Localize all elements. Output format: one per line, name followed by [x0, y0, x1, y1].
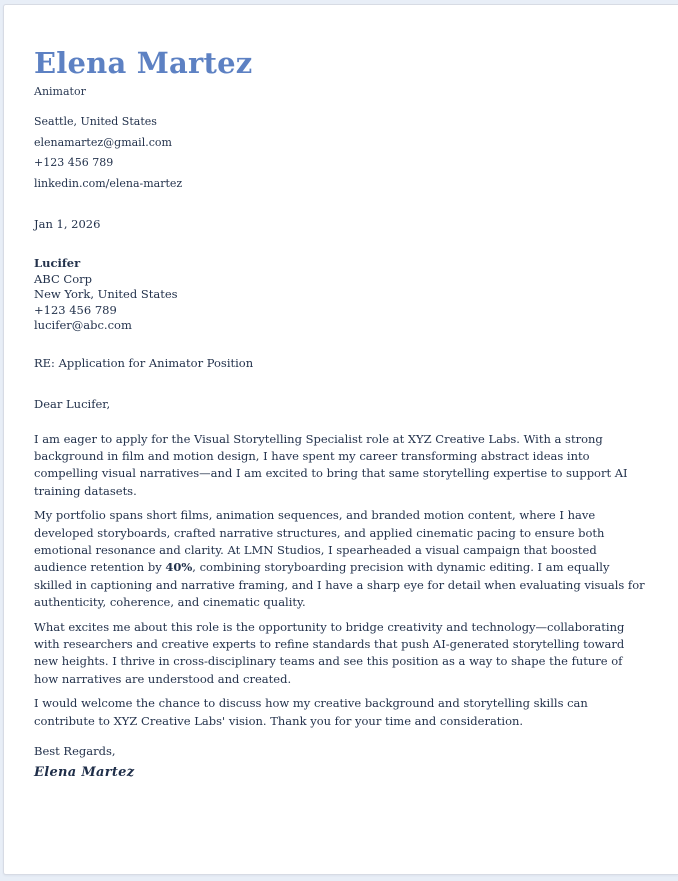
body-paragraph-1: I am eager to apply for the Visual Storytelling Specialist role at XYZ Creative Labs. With a strong background in film and motion design, I have spent my career transforming abstract ideas into compelling visual narratives—and I am excited to bring that same storytelling expertise to support AI training datasets.: [34, 431, 628, 498]
contact-phone: +123 456 789: [34, 156, 114, 169]
recipient-company: ABC Corp: [34, 271, 93, 286]
contact-linkedin: linkedin.com/elena-martez: [34, 176, 183, 190]
contact-email: elenamartez@gmail.com: [34, 135, 172, 149]
job-title: Animator: [34, 85, 86, 98]
closing-line: Best Regards,: [34, 744, 116, 758]
subject-line: RE: Application for Animator Position: [34, 355, 254, 370]
paragraph-2-text-after: , combining storyboarding precision with dynamic editing. I am equally skilled in captioning and narrative framing, and I have a sharp eye for detail when evaluating visuals for authenticity, coherence, and cinematic quality.: [34, 560, 645, 610]
recipient-block: [34, 256, 648, 334]
letter-date: Jan 1, 2026: [34, 217, 101, 231]
body-paragraph-4: I would welcome the chance to discuss how my creative background and storytelling skills can contribute to XYZ Creative Labs' vision. Thank you for your time and consideration.: [34, 696, 588, 728]
recipient-name: Lucifer: [34, 256, 81, 270]
contact-location: Seattle, United States: [34, 115, 157, 128]
page-title: Elena Martez: [34, 46, 253, 80]
contact-block: [34, 112, 648, 194]
recipient-phone: +123 456 789: [34, 302, 117, 317]
recipient-location: New York, United States: [34, 287, 178, 301]
body-paragraph-3: What excites me about this role is the opportunity to bridge creativity and technology—collaborating with researchers and creative experts to refine standards that push AI-generated storytelling toward new heights. I thrive in cross-disciplinary teams and see this position as a way to shape the future of how narratives are understood and created.: [34, 619, 625, 686]
recipient-email: lucifer@abc.com: [34, 318, 132, 332]
letter-page: [3, 4, 678, 875]
body-paragraph-2: [34, 507, 648, 611]
paragraph-2-text-before: My portfolio spans short films, animation sequences, and branded motion content, where I have developed storyboards, crafted narrative structures, and applied cinematic pacing to ensure both emotional resonance and clarity. At LMN Studios, I spearheaded a visual campaign that boosted audience retention by: [34, 508, 605, 575]
paragraph-2-bold-stat: 40%: [165, 560, 193, 575]
letter-content: [4, 5, 678, 781]
signature: Elena Martez: [34, 765, 135, 780]
salutation: Dear Lucifer,: [34, 396, 111, 411]
